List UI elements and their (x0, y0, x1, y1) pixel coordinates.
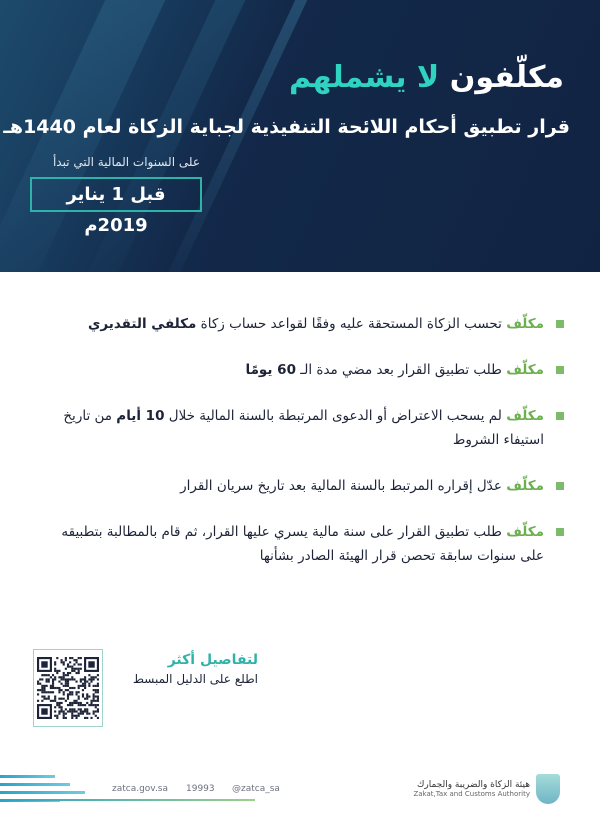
website-link[interactable]: zatca.gov.sa (112, 784, 169, 794)
item-bold: مكلفي التقديري (88, 316, 197, 332)
bullet-icon (556, 528, 564, 536)
bullet-icon (556, 320, 564, 328)
item-prefix: مكلّف (506, 478, 544, 494)
lead-text: على السنوات المالية التي تبدأ (52, 155, 200, 169)
list-item (44, 358, 564, 382)
page-title (289, 60, 564, 95)
item-prefix: مكلّف (506, 524, 544, 540)
bullet-icon (556, 366, 564, 374)
date-badge: قبل 1 يناير 2019م (30, 177, 202, 212)
title-main: مكلّفون (449, 60, 564, 95)
item-prefix: مكلّف (506, 316, 544, 332)
item-text: طلب تطبيق القرار بعد مضي مدة الـ (295, 362, 502, 378)
qr-code-image (37, 653, 99, 723)
social-handle[interactable]: @zatca_sa (232, 784, 280, 794)
item-text: عدّل إقراره المرتبط بالسنة المالية بعد تاريخ سريان القرار (180, 478, 502, 494)
shield-logo-icon (536, 774, 560, 804)
item-after: من تاريخ استيفاء الشروط (63, 408, 544, 448)
list-item (44, 520, 564, 568)
list-item (44, 474, 564, 498)
phone-number: 19993 (186, 784, 215, 794)
subtitle: قرار تطبيق أحكام اللائحة التنفيذية لجباية الزكاة لعام 1440هـ (3, 116, 570, 138)
more-heading: لتفاصيل أكثر (167, 652, 258, 668)
item-text: لم يسحب الاعتراض أو الدعوى المرتبطة بالسنة المالية خلال (164, 408, 502, 424)
header-banner (0, 0, 600, 272)
org-name-en: Zakat,Tax and Customs Authority (413, 790, 530, 798)
title-accent: لا يشملهم (289, 60, 440, 95)
more-text: اطلع على الدليل المبسط (132, 672, 258, 686)
bullet-icon (556, 482, 564, 490)
org-logo (413, 774, 560, 804)
list-item (44, 312, 564, 336)
conditions-list (44, 312, 564, 590)
item-prefix: مكلّف (506, 408, 544, 424)
qr-code[interactable] (33, 649, 103, 727)
item-bold: 10 أيام (116, 408, 165, 424)
item-text: طلب تطبيق القرار على سنة مالية يسري عليها القرار، ثم قام بالمطالبة بتطبيقه على سنوات سابقة تحصن قرار الهيئة الصادر بشأنها (61, 524, 544, 564)
item-text: تحسب الزكاة المستحقة عليه وفقًا لقواعد حساب زكاة (196, 316, 502, 332)
item-prefix: مكلّف (506, 362, 544, 378)
item-bold: 60 يومًا (245, 362, 296, 378)
org-name-ar: هيئة الزكاة والضريبة والجمارك (416, 780, 530, 790)
footer-line (0, 799, 255, 801)
bullet-icon (556, 412, 564, 420)
list-item (44, 404, 564, 452)
more-details (133, 652, 258, 686)
